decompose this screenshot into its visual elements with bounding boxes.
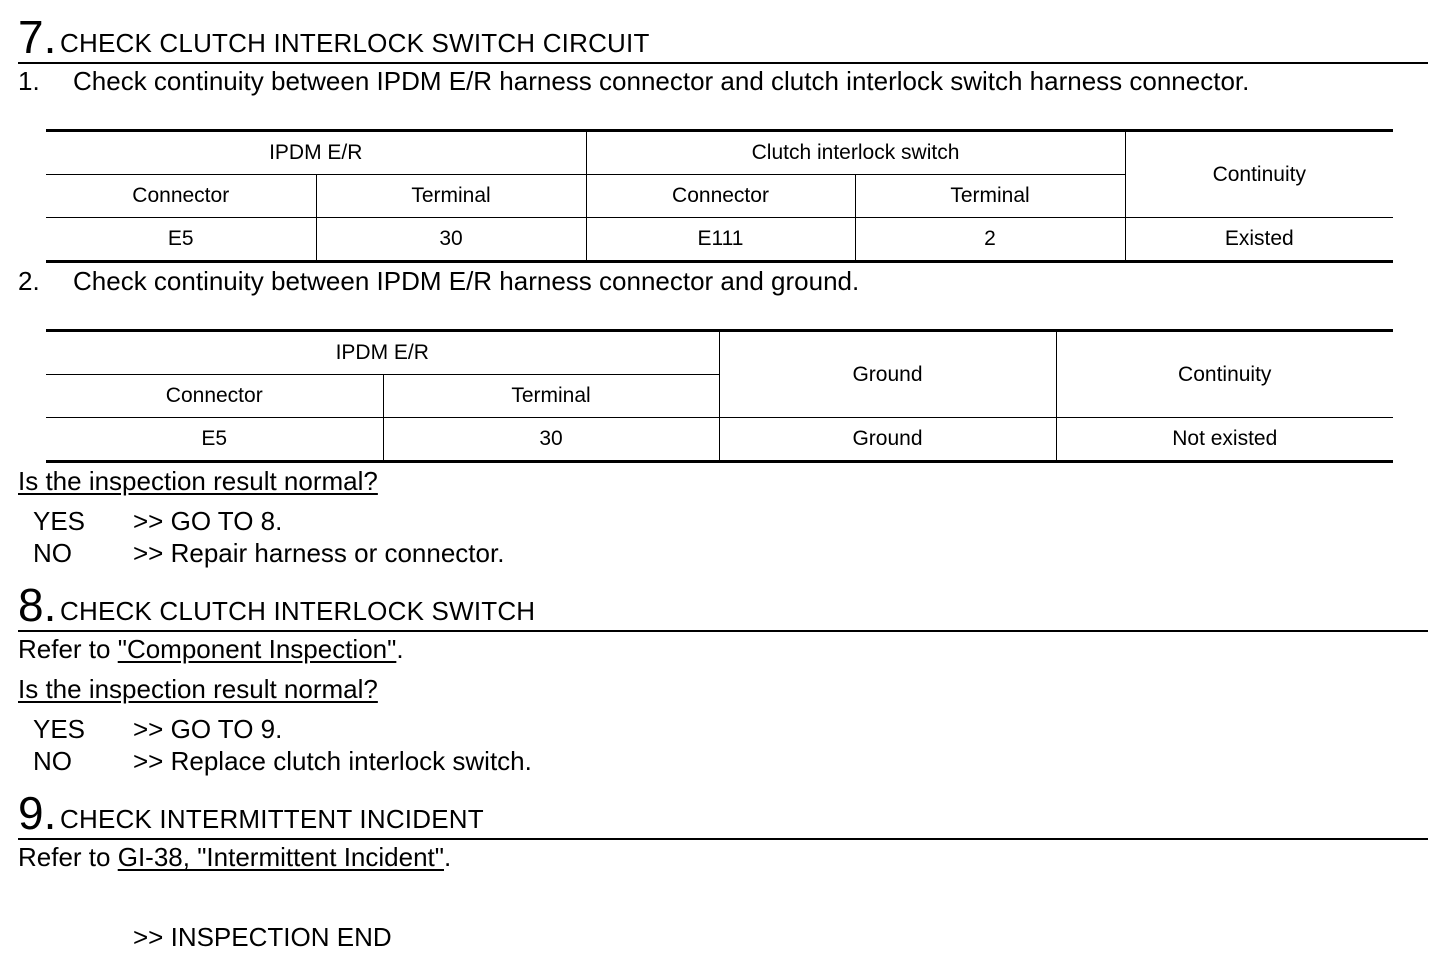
intermittent-incident-link[interactable]: GI-38, "Intermittent Incident"	[117, 842, 444, 872]
step-8-yes-row	[33, 714, 633, 744]
inspection-end: >> INSPECTION END	[133, 922, 392, 952]
yes-action: >> GO TO 9.	[133, 714, 283, 744]
table1-group-clutch-switch: Clutch interlock switch	[586, 131, 1125, 175]
table2-col-terminal: Terminal	[383, 375, 719, 418]
item-2-text: Check continuity between IPDM E/R harness connector and ground.	[73, 266, 860, 296]
step-7-header	[18, 11, 1428, 64]
step-7-item-1	[18, 66, 1249, 96]
continuity-table-2	[46, 329, 1393, 463]
table2-cell-continuity: Not existed	[1056, 418, 1393, 462]
step-9-header	[18, 787, 1428, 840]
step-7-yes-row	[33, 506, 633, 536]
step-8-number: 8.	[18, 579, 57, 631]
continuity-table-1	[46, 129, 1393, 263]
no-label: NO	[33, 746, 72, 776]
item-1-text: Check continuity between IPDM E/R harness connector and clutch interlock switch harness connector.	[73, 66, 1250, 96]
step-7-question: Is the inspection result normal?	[18, 466, 378, 496]
step-7-item-2	[18, 266, 859, 296]
step-7-no-row	[33, 538, 633, 568]
item-1-number: 1.	[18, 66, 40, 96]
refer-suffix: .	[396, 634, 404, 664]
table-row	[46, 218, 1393, 262]
table2-col-connector: Connector	[46, 375, 383, 418]
refer-prefix: Refer to	[18, 842, 118, 872]
step-8-title: CHECK CLUTCH INTERLOCK SWITCH	[60, 596, 536, 626]
table2-cell-terminal: 30	[383, 418, 719, 462]
table-row	[46, 418, 1393, 462]
step-8-question: Is the inspection result normal?	[18, 674, 378, 704]
refer-prefix: Refer to	[18, 634, 118, 664]
table2-group-ipdm: IPDM E/R	[46, 331, 719, 375]
table1-col-terminal-a: Terminal	[316, 175, 586, 218]
yes-action: >> GO TO 8.	[133, 506, 283, 536]
no-action: >> Replace clutch interlock switch.	[133, 746, 532, 776]
step-8-no-row	[33, 746, 633, 776]
step-7-number: 7.	[18, 11, 57, 63]
yes-label: YES	[33, 506, 86, 536]
table2-continuity-header: Continuity	[1056, 331, 1393, 418]
table2-cell-connector: E5	[46, 418, 383, 462]
table1-col-terminal-b: Terminal	[855, 175, 1125, 218]
table1-cell-continuity: Existed	[1125, 218, 1393, 262]
table1-group-ipdm: IPDM E/R	[46, 131, 586, 175]
no-action: >> Repair harness or connector.	[133, 538, 505, 568]
step-9-number: 9.	[18, 787, 57, 839]
table1-cell-terminal-a: 30	[316, 218, 586, 262]
yes-label: YES	[33, 714, 86, 744]
no-label: NO	[33, 538, 72, 568]
refer-suffix: .	[444, 842, 452, 872]
step-8-refer	[18, 634, 404, 664]
component-inspection-link[interactable]: "Component Inspection"	[117, 634, 397, 664]
step-7-title: CHECK CLUTCH INTERLOCK SWITCH CIRCUIT	[60, 28, 650, 58]
table2-cell-ground: Ground	[719, 418, 1056, 462]
table2-ground-header: Ground	[719, 331, 1056, 418]
step-9-refer	[18, 842, 451, 872]
table1-col-connector-b: Connector	[586, 175, 855, 218]
step-9-title: CHECK INTERMITTENT INCIDENT	[60, 804, 484, 834]
table1-continuity-header: Continuity	[1125, 131, 1393, 218]
step-8-header	[18, 579, 1428, 632]
table1-cell-connector-b: E111	[586, 218, 855, 262]
table1-col-connector-a: Connector	[46, 175, 316, 218]
item-2-number: 2.	[18, 266, 40, 296]
table1-cell-terminal-b: 2	[855, 218, 1125, 262]
table1-cell-connector-a: E5	[46, 218, 316, 262]
